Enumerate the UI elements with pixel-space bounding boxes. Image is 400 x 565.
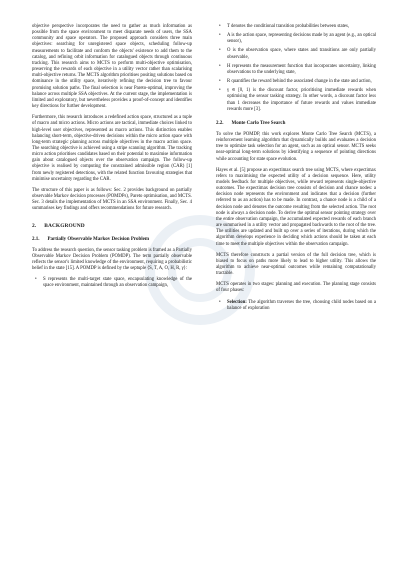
- section-heading-background: [32, 223, 192, 229]
- left-column: [32, 24, 192, 294]
- list-item: [216, 24, 376, 30]
- list-item-text: [227, 300, 376, 312]
- paragraph-structure: The structure of this paper is as follows: Sec. 2 provides background on partially observable Markov decision processes (POMDPs), Pareto optimisation, and MCTS. Sec. 3 details the implementation of MCTS in an SSA environment. Finally, Sec. 4 summarises key findings and offers recommendations for future research.: [32, 187, 192, 212]
- list-item-text: O is the observation space, where states and transitions are only partially observable,: [227, 48, 376, 60]
- subsection-heading-mcts: [216, 121, 376, 126]
- bullet-icon: •: [219, 33, 221, 39]
- bullet-icon: •: [219, 79, 221, 85]
- right-column: [216, 24, 376, 317]
- subsection-title: Monte Carlo Tree Search: [231, 120, 286, 126]
- bullet-icon: •: [219, 63, 221, 69]
- paragraph-furthermore: Furthermore, this research introduces a redefined action space, structured as a tuple of macro and micro actions. Micro actions are tactical, immediate choices linked to high-level user objectives, represented as macro actions. This distinction enables balancing short-term, objective-driven decisions within the micro action space with long-term strategic planning across multiple objectives in the macro action space. The searching objective is achieved using a stripe scanning algorithm. The tracking micro action prioritises candidates based on their potential to maximise information gain about catalogued objects over the observation campaign. The follow-up objective is realised by computing the constrained admissible region (CAR) [1] from newly registered detections, with the related function favouring strategies that minimise uncertainty regarding the CAR.: [32, 115, 192, 182]
- septuple-list-right: [216, 24, 376, 113]
- bullet-icon: •: [219, 48, 221, 54]
- selection-text: The algorithm traverses the tree, choosing child nodes based on a balance of exploration: [227, 299, 376, 311]
- list-item-text: S represents the multi-target state space, encapsulating knowledge of the space environment, maintained through an observation campaign,: [43, 277, 192, 289]
- list-item-text: H represents the measurement function that incorporates uncertainty, linking observations to the underlying state,: [227, 63, 376, 75]
- paragraph-pomdp: To address the research question, the sensor tasking problem is framed as a Partially Observable Markov Decision Problem (POMDP). The term partially observable reflects the sensor's limited knowledge of the environment, requiring a probabilistic belief in the state [15]. A POMDP is defined by the septuple ⟨S, T, A, O, H, R, γ⟩:: [32, 247, 192, 271]
- list-item: [32, 277, 192, 289]
- subsection-number: 2.1.: [32, 236, 40, 242]
- list-item-text: R quantifies the reward behind the associated change in the state and action,: [227, 79, 372, 85]
- list-item: [216, 33, 376, 45]
- phase-list: [216, 300, 376, 312]
- paragraph-hayes: Hayes et al. [5] propose an expectimax search tree using MCTS, where expectimax refers to maximising the expected utility of a decision sequence. Here, utility models feedback for multiple objectives, while reward represents single-objective outcomes. The expectimax decision tree consists of decision and chance nodes: a decision node represents the environment and indicates that a decision (further referred to as an action) has to be made. In contrast, a chance node is a child of a decision node and denotes the outcome resulting from the selected action. The root node is always a decision node. To derive the optimal sensor pointing strategy over the entire observation campaign, the accumulated expected rewards of each branch are summarised in a utility vector and propagated backwards to the root of the tree. The utilities are updated and built up over a series of iterations, during which the algorithm develops experience in deciding which actions should be taken at each time to meet the multiple objectives within the observation campaign.: [216, 167, 376, 247]
- section-title: BACKGROUND: [44, 222, 85, 229]
- paragraph-mcts-constructs: MCTS therefore constructs a partial version of the full decision tree, which is biased to focus on paths more likely to lead to higher utility. This allows the algorithm to achieve near-optimal outcomes while remaining computationally tractable.: [216, 252, 376, 277]
- list-item: [216, 48, 376, 60]
- list-item-text: A is the action space, representing decisions made by an agent (e.g., an optical sensor),: [227, 33, 376, 45]
- bullet-icon: •: [35, 277, 37, 283]
- bullet-icon: •: [219, 88, 221, 94]
- septuple-list-left: [32, 277, 192, 289]
- list-item-text: T denotes the conditional transition probabilities between states,: [227, 24, 350, 29]
- paragraph-mcts-intro: To solve the POMDP, this work explores Monte Carlo Tree Search (MCTS), a reinforcement learning algorithm that dynamically builds and evaluates a decision tree to optimize task selection for an agent, such as an optical sensor. MCTS seeks near-optimal long-term solutions by identifying a sequence of pointing directions while accounting for state space evolution.: [216, 131, 376, 162]
- list-item-text: γ ∈ [0, 1) is the discount factor, prioritising immediate rewards when optimising the sensor tasking strategy. In other words, a discount factor less than 1 decreases the importance of future rewards and values immediate rewards more [3].: [227, 88, 376, 112]
- list-item: [216, 79, 376, 85]
- subsection-number: 2.2.: [216, 120, 224, 126]
- list-item: [216, 300, 376, 312]
- bullet-icon: •: [219, 24, 221, 29]
- selection-label: Selection:: [227, 299, 247, 305]
- subsection-heading-pomdp: [32, 237, 192, 242]
- section-number: 2.: [32, 222, 37, 229]
- list-item: [216, 88, 376, 113]
- list-item: [216, 64, 376, 76]
- paragraph-phases: MCTS operates in two stages: planning and execution. The planning stage consists of four phases:: [216, 282, 376, 294]
- bullet-icon: •: [219, 299, 221, 305]
- paragraph-intro: objective perspective incorporates the need to gather as much information as possible from the space environment to meet disparate needs of users, the SSA community and space operators. The proposed approach considers three main objectives: searching for unregistered space objects, scheduling follow-up measurements to facilitate and conform the objects' existence to add them to the catalog, and refining orbit information for catalogued objects through continuous tracking. This research aims to MCTS to perform multi-objective optimisation, preserving the rewards of each objective in a utility vector rather than scalarising multi-objective returns. The MCTS algorithm prioritises positing solutions based on dominance in the utility space, iteratively refining the decision tree to favour promising solution paths. The final selection is near Pareto-optimal, improving the balance across multiple SSA objectives. At the current stage, the implementation is limited and exploratory, but nevertheless provides a proof-of-concept and identifies key directions for further development.: [32, 24, 192, 110]
- subsection-title: Partially Observable Markov Decision Problem: [47, 236, 150, 242]
